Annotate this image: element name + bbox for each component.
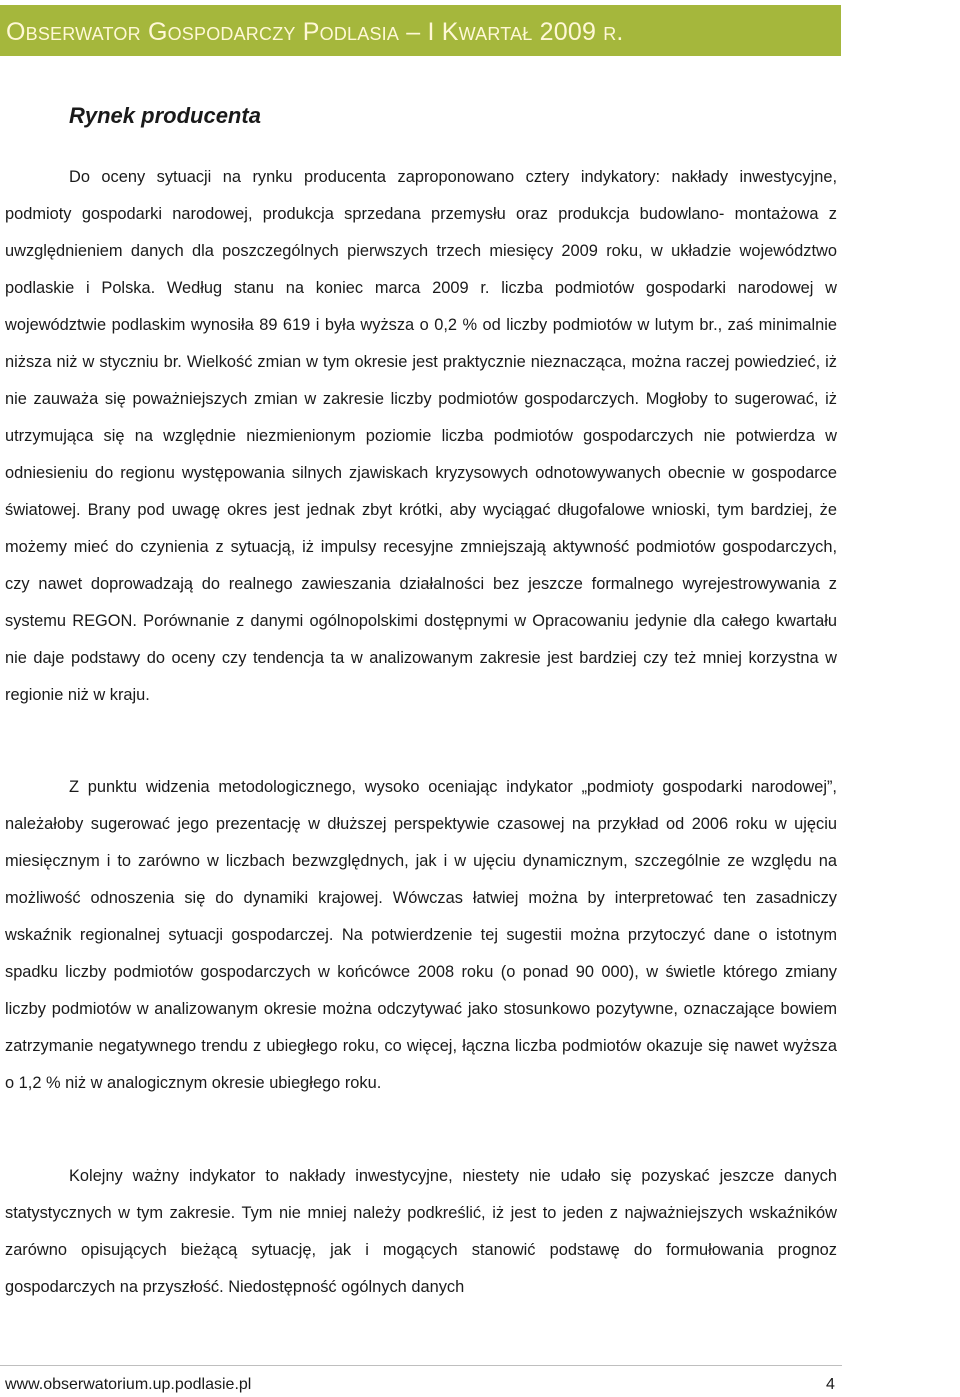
paragraph-3: Kolejny ważny indykator to nakłady inwestycyjne, niestety nie udało się pozyskać jeszcze danych statystycznych w tym zakresie. Tym nie mniej należy podkreślić, iż jest to jeden z najważniejszych wskaźników zarówno opisujących bieżącą sytuację, jak i mogących stanowić podstawę do formułowania prognoz gospodarczych na przyszłość. Niedostępność ogólnych danych	[5, 1167, 837, 1296]
document-header-title: Obserwator Gospodarczy Podlasia – I Kwartał 2009 r.	[6, 18, 624, 46]
footer-url[interactable]: www.obserwatorium.up.podlasie.pl	[5, 1376, 252, 1393]
page-number: 4	[826, 1376, 835, 1393]
paragraph-1: Do oceny sytuacji na rynku producenta zaproponowano cztery indykatory: nakłady inwestycyjne, podmioty gospodarki narodowej, produkcja sprzedana przemysłu oraz produkcja budowlano- montażowa z uwzględnieniem danych dla poszczególnych pierwszych trzech miesięcy 2009 roku, w układzie województwo podlaskie i Polska. Według stanu na koniec marca 2009 r. liczba podmiotów gospodarki narodowej w województwie podlaskim wynosiła 89 619 i była wyższa o 0,2 % od liczby podmiotów w lutym br., zaś minimalnie niższa niż w styczniu br. Wielkość zmian w tym okresie jest praktycznie nieznacząca, można raczej powiedzieć, iż nie zauważa się poważniejszych zmian w zakresie liczby podmiotów gospodarczych. Mogłoby to sugerować, iż utrzymująca się na względnie niezmienionym poziomie liczba podmiotów gospodarczych nie potwierdza w odniesieniu do regionu występowania silnych zjawiskach kryzysowych odnotowywanych obecnie w gospodarce światowej. Brany pod uwagę okres jest jednak zbyt krótki, aby wyciągać długofalowe wnioski, tym bardziej, że możemy mieć do czynienia z sytuacją, iż impulsy recesyjne zmniejszają aktywność podmiotów gospodarczych, czy nawet doprowadzają do realnego zawieszania działalności bez jeszcze formalnego wyrejestrowywania z systemu REGON. Porównanie z danymi ogólnopolskimi dostępnymi w Opracowaniu jedynie dla całego kwartału nie daje podstawy do oceny czy tendencja ta w analizowanym zakresie jest bardziej czy też mniej korzystna w regionie niż w kraju.	[5, 168, 837, 704]
section-title: Rynek producenta	[69, 103, 261, 128]
footer-divider	[0, 1365, 842, 1366]
paragraph-2: Z punktu widzenia metodologicznego, wysoko oceniając indykator „podmioty gospodarki narodowej”, należałoby sugerować jego prezentację w dłuższej perspektywie czasowej na przykład od 2006 roku w ujęciu miesięcznym i to zarówno w liczbach bezwzględnych, jak i w ujęciu dynamicznym, szczególnie ze względu na możliwość odnoszenia się do dynamiki krajowej. Wówczas łatwiej można by interpretować ten zasadniczy wskaźnik regionalnej sytuacji gospodarczej. Na potwierdzenie tej sugestii można przytoczyć dane o istotnym spadku liczby podmiotów gospodarczych w końcówce 2008 roku (o ponad 90 000), w świetle którego zmiany liczby podmiotów w analizowanym okresie można odczytywać jako stosunkowo pozytywne, oznaczające bowiem zatrzymanie negatywnego trendu z ubiegłego roku, co więcej, łączna liczba podmiotów okazuje się nawet wyższa o 1,2 % niż w analogicznym okresie ubiegłego roku.	[5, 778, 837, 1092]
header-bar	[0, 5, 841, 56]
